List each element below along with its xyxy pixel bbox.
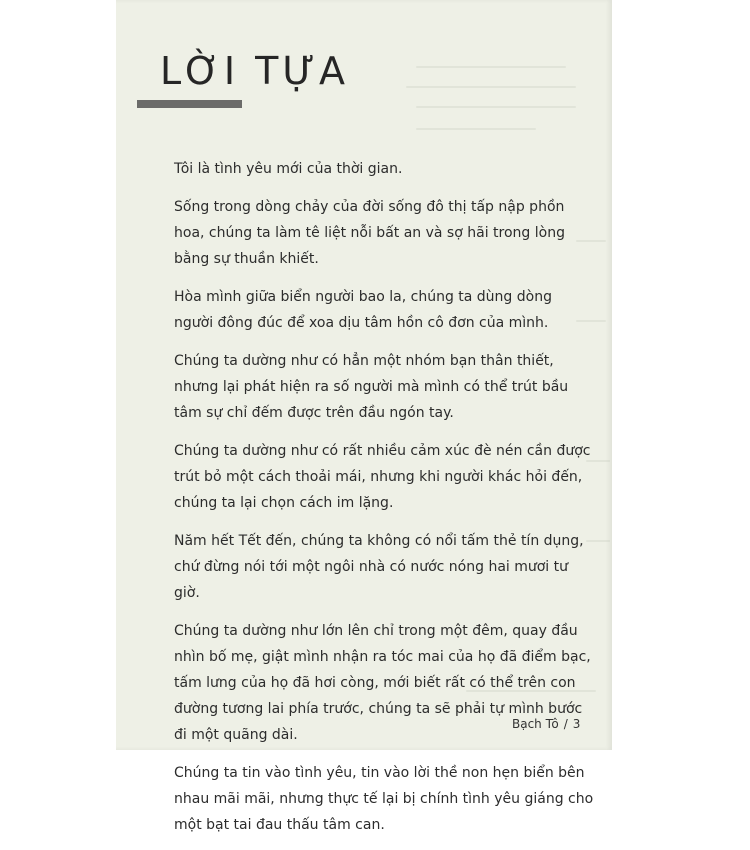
paragraph: Chúng ta tin vào tình yêu, tin vào lời thề non hẹn biển bên nhau mãi mãi, nhưng thực tế lại bị chính tình yêu giáng cho một bạt tai đau thấu tâm can.	[174, 765, 594, 833]
paragraph: Sống trong dòng chảy của đời sống đô thị tấp nập phồn hoa, chúng ta làm tê liệt nỗi bất an và sợ hãi trong lòng bằng sự thuần khiết.	[174, 199, 565, 267]
paragraph: Hòa mình giữa biển người bao la, chúng ta dùng dòng người đông đúc để xoa dịu tâm hồn cô đơn của mình.	[174, 289, 552, 331]
paragraph: Chúng ta dường như có rất nhiều cảm xúc đè nén cần được trút bỏ một cách thoải mái, nhưng khi người khác hỏi đến, chúng ta lại chọn cách im lặng.	[174, 443, 591, 511]
paragraph: Chúng ta dường như có hẳn một nhóm bạn thân thiết, nhưng lại phát hiện ra số người mà mình có thể trút bầu tâm sự chỉ đếm được trên đầu ngón tay.	[174, 353, 569, 421]
page-title: LỜI TỰA	[160, 49, 349, 93]
book-page	[116, 0, 612, 833]
paragraph: Năm hết Tết đến, chúng ta không có nổi tấm thẻ tín dụng, chứ đừng nói tới một ngôi nhà có nước nóng hai mươi tư giờ.	[174, 533, 584, 601]
paragraph: Chúng ta dường như lớn lên chỉ trong một đêm, quay đầu nhìn bố mẹ, giật mình nhận ra tóc mai của họ đã điểm bạc, tấm lưng của họ đã hơi còng, mới biết rất có thể trên con đường tương lai phía trước, chúng ta sẽ phải tự mình bước đi một quãng dài.	[174, 623, 591, 743]
preface-body	[174, 156, 594, 850]
title-underline	[137, 100, 242, 108]
footer-separator: /	[563, 717, 568, 731]
footer-author: Bạch Tô	[512, 717, 559, 731]
page-footer	[512, 717, 580, 731]
paragraph: Tôi là tình yêu mới của thời gian.	[174, 161, 403, 177]
page-number: 3	[572, 717, 581, 731]
